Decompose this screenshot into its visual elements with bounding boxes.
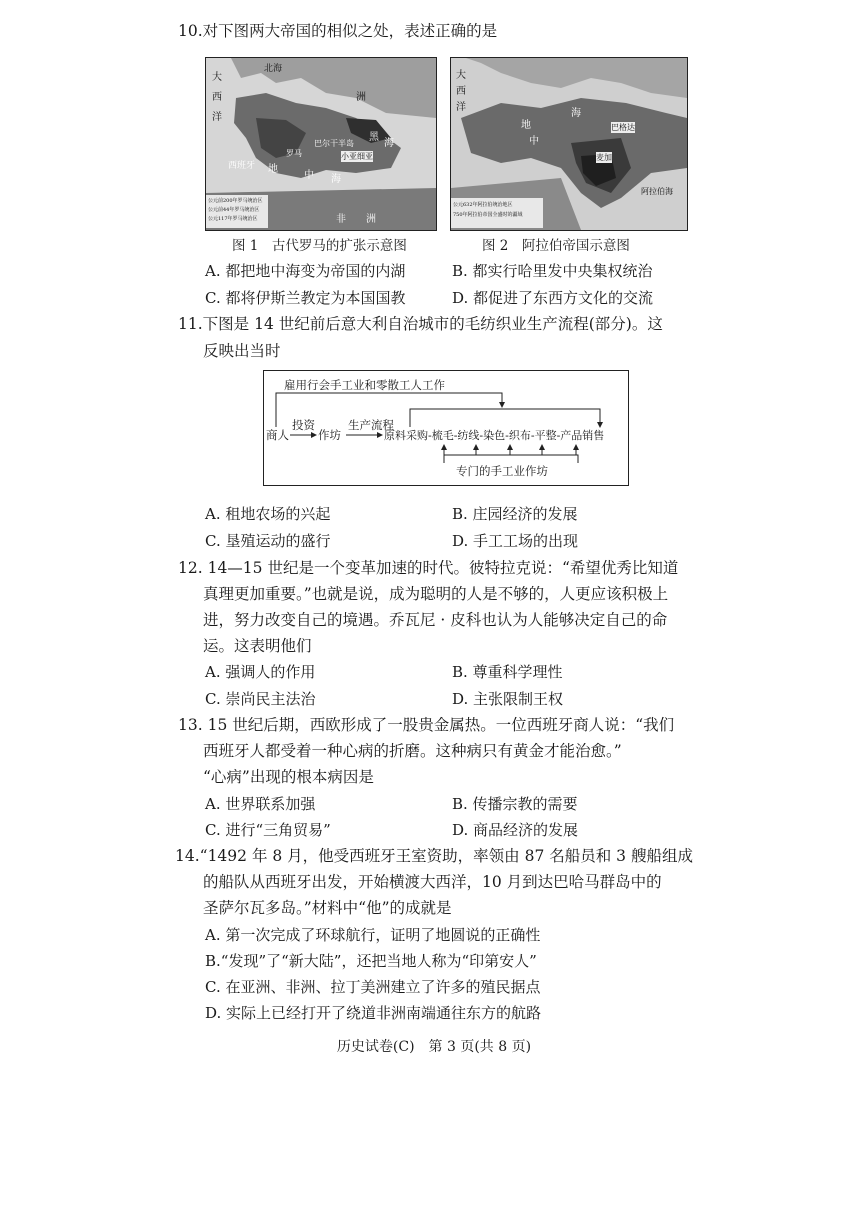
q11-option-a[interactable]: A. 租地农场的兴起 (205, 505, 331, 523)
q10-option-d[interactable]: D. 都促进了东西方文化的交流 (452, 289, 654, 307)
map1-label-black-2: 海 (384, 138, 394, 149)
map2-legend-item: 750年阿拉伯帝国全盛时的疆域 (453, 212, 523, 218)
map1-label-atlantic-3: 洋 (212, 112, 222, 123)
q13-option-b[interactable]: B. 传播宗教的需要 (452, 795, 578, 813)
map2-label-atlantic-1: 大 (456, 70, 466, 81)
page-footer: 历史试卷(C) 第 3 页(共 8 页) (336, 1039, 532, 1055)
map1-legend-item: 公元117年罗马统治区 (208, 216, 258, 222)
q14-line3: 圣萨尔瓦多岛。”材料中“他”的成就是 (203, 899, 452, 917)
q11-option-c[interactable]: C. 垦殖运动的盛行 (205, 532, 331, 550)
map1-legend-item: 公元前44年罗马统治区 (208, 207, 260, 213)
q12-option-c[interactable]: C. 崇尚民主法治 (205, 690, 316, 708)
q12-option-b[interactable]: B. 尊重科学理性 (452, 663, 563, 681)
q11-option-b[interactable]: B. 庄园经济的发展 (452, 505, 578, 523)
map1-legend-item: 公元前200年罗马统治区 (208, 198, 263, 204)
map2-label-arabian-sea: 阿拉伯海 (641, 187, 673, 196)
map1-caption: 图 1 古代罗马的扩张示意图 (232, 238, 407, 254)
q13-option-d[interactable]: D. 商品经济的发展 (452, 821, 579, 839)
map2-label-med-1: 地 (521, 120, 531, 131)
production-flow-diagram (263, 370, 629, 486)
q13-option-c[interactable]: C. 进行“三角贸易” (205, 821, 331, 839)
map1-label-atlantic-1: 大 (212, 72, 222, 83)
q12-line2: 真理更加重要。”也就是说，成为聪明的人是不够的，人更应该积极上 (203, 585, 669, 603)
q12-line3: 进，努力改变自己的境遇。乔瓦尼 · 皮科也认为人能够决定自己的命 (203, 611, 668, 629)
q12-option-a[interactable]: A. 强调人的作用 (205, 663, 316, 681)
map1-label-africa-2: 洲 (366, 214, 376, 225)
map2-label-atlantic-3: 洋 (456, 102, 466, 113)
q14-line2: 的船队从西班牙出发，开始横渡大西洋，10 月到达巴哈马群岛中的 (203, 873, 662, 891)
flow-chain: 原料采购-梳毛-纺线-染色-织布-平整-产品销售 (384, 429, 605, 442)
map1-label-med-2: 中 (304, 170, 314, 181)
flow-merchant: 商人 (266, 428, 289, 442)
map1-label-atlantic-2: 西 (212, 92, 222, 103)
map1-label-north-sea: 北海 (264, 64, 283, 74)
q13-line3: “心病”出现的根本病因是 (203, 768, 374, 786)
map2-legend-item: 公元632年阿拉伯统治地区 (453, 202, 513, 208)
map2-label-med-2: 中 (529, 136, 539, 147)
map1-label-europe: 洲 (356, 92, 366, 103)
q10-stem: 10.对下图两大帝国的相似之处，表述正确的是 (178, 22, 498, 40)
flow-workshop: 作坊 (318, 428, 341, 442)
q13-line1: 13. 15 世纪后期，西欧形成了一股贵金属热。一位西班牙商人说：“我们 (178, 716, 675, 734)
map1-label-africa-1: 非 (336, 214, 346, 225)
map2-label-atlantic-2: 西 (456, 86, 466, 97)
q12-line1: 12. 14—15 世纪是一个变革加速的时代。彼特拉克说：“希望优秀比知道 (178, 559, 679, 577)
roman-expansion-map (205, 57, 437, 231)
map1-label-spain: 西班牙 (228, 161, 256, 171)
map2-legend (453, 200, 523, 220)
flow-invest: 投资 (292, 418, 315, 432)
q13-line2: 西班牙人都受着一种心病的折磨。这种病只有黄金才能治愈。” (203, 742, 622, 760)
map2-label-med-3: 海 (571, 108, 581, 119)
map1-label-asia-minor: 小亚细亚 (341, 152, 373, 161)
q13-option-a[interactable]: A. 世界联系加强 (205, 795, 316, 813)
q14-option-c[interactable]: C. 在亚洲、非洲、拉丁美洲建立了许多的殖民据点 (205, 978, 541, 996)
q12-line4: 运。这表明他们 (203, 637, 312, 655)
q10-option-a[interactable]: A. 都把地中海变为帝国的内湖 (205, 262, 406, 280)
flow-top-label: 雇用行会手工业和零散工人工作 (284, 378, 445, 392)
flow-process: 生产流程 (348, 418, 394, 432)
map1-label-rome: 罗马 (286, 149, 302, 158)
flow-bottom-label: 专门的手工业作坊 (456, 464, 548, 478)
q14-option-d[interactable]: D. 实际上已经打开了绕道非洲南端通往东方的航路 (205, 1004, 542, 1022)
map1-legend (208, 197, 263, 224)
q14-option-b[interactable]: B.“发现”了“新大陆”，还把当地人称为“印第安人” (205, 952, 537, 970)
map2-label-baghdad: 巴格达 (611, 123, 635, 132)
map2-label-mecca: 麦加 (596, 153, 612, 162)
map1-label-med-1: 地 (268, 164, 278, 175)
q11-option-d[interactable]: D. 手工工场的出现 (452, 532, 579, 550)
map1-label-balkan: 巴尔干半岛 (314, 139, 354, 148)
q14-option-a[interactable]: A. 第一次完成了环球航行，证明了地圆说的正确性 (205, 926, 541, 944)
q11-stem-line1: 11.下图是 14 世纪前后意大利自治城市的毛纺织业生产流程(部分)。这 (178, 315, 663, 333)
q12-option-d[interactable]: D. 主张限制王权 (452, 690, 564, 708)
map1-label-med-3: 海 (331, 174, 341, 185)
arab-empire-map (450, 57, 688, 231)
q14-line1: 14.“1492 年 8 月，他受西班牙王室资助，率领由 87 名船员和 3 艘船组成 (175, 847, 693, 865)
map1-label-black-1: 黑 (369, 132, 379, 143)
map2-caption: 图 2 阿拉伯帝国示意图 (482, 238, 630, 254)
q11-stem-line2: 反映出当时 (203, 342, 281, 360)
q10-option-b[interactable]: B. 都实行哈里发中央集权统治 (452, 262, 653, 280)
q10-option-c[interactable]: C. 都将伊斯兰教定为本国国教 (205, 289, 406, 307)
